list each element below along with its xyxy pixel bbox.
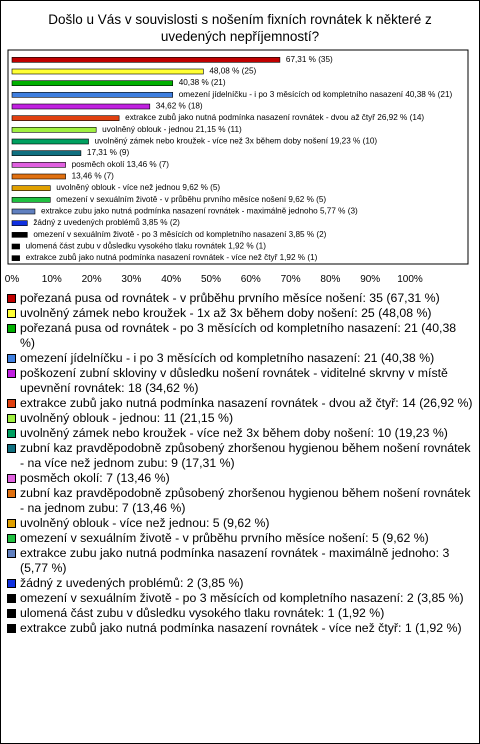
x-tick-label: 60% — [240, 274, 261, 285]
x-tick-label: 80% — [320, 274, 341, 285]
legend-swatch — [7, 309, 16, 318]
x-tick-label: 40% — [161, 274, 182, 285]
chart-title: Došlo u Vás v souvislosti s nošením fixních rovnátek k některé z uvedených nepříjemností? — [48, 12, 432, 44]
legend-label: ulomená část zubu v důsledku vysokého tlaku rovnátek: 1 (1,92 %) — [20, 606, 385, 620]
x-tick-label: 50% — [200, 274, 222, 285]
bar-label: 17,31 % (9) — [86, 148, 130, 158]
bar — [12, 221, 27, 226]
legend-label: poškození zubní skloviny v důsledku nošení rovnátek - viditelné skrvny v místě upevnění rovnátek: 18 (34,62 %) — [20, 366, 448, 395]
bar — [12, 81, 173, 86]
bar-label: posměch okolí 13,46 % (7) — [71, 159, 169, 169]
x-tick-label: 100% — [397, 274, 423, 285]
legend-swatch — [7, 414, 16, 423]
bar — [12, 232, 27, 237]
bar — [12, 104, 150, 109]
legend-swatch — [7, 519, 16, 528]
legend-swatch — [7, 534, 16, 543]
legend-swatch — [7, 609, 16, 618]
legend-item — [6, 366, 474, 396]
legend-item — [6, 621, 474, 636]
bar — [12, 92, 173, 97]
legend-item — [6, 426, 474, 441]
bar-label: uvolněný oblouk - více než jednou 9,62 % (5) — [56, 183, 221, 193]
legend-label: uvolněný oblouk - jednou: 11 (21,15 %) — [20, 411, 234, 425]
bar — [12, 186, 50, 191]
bar-label: 13,46 % (7) — [71, 171, 114, 181]
bar — [12, 209, 35, 214]
legend-label: extrakce zubů jako nutná podmínka nasazení rovnátek - více než čtyř: 1 (1,92 %) — [20, 621, 462, 635]
legend-swatch — [7, 594, 16, 603]
legend-swatch — [7, 324, 16, 333]
legend-item — [6, 516, 474, 531]
bar — [12, 69, 203, 74]
legend-swatch — [7, 294, 16, 303]
bar-label: extrakce zubu jako nutná podmínka nasazení rovnátek - maximálně jednoho 5,77 % (3) — [40, 206, 358, 216]
bar — [12, 57, 280, 62]
legend-swatch — [7, 489, 16, 498]
legend-item — [6, 396, 474, 411]
legend-swatch — [7, 399, 16, 408]
legend-item — [6, 576, 474, 591]
x-tick-label: 30% — [121, 274, 142, 285]
bar — [12, 127, 96, 132]
x-tick-label: 90% — [360, 274, 381, 285]
legend-label: omezení jídelníčku - i po 3 měsících od kompletního nasazení: 21 (40,38 %) — [20, 351, 435, 365]
bar-label: omezení jídelníčku - i po 3 měsících od kompletního nasazení 40,38 % (21) — [178, 89, 453, 99]
x-tick-label: 70% — [280, 274, 301, 285]
legend-label: pořezaná pusa od rovnátek - v průběhu prvního měsíce nošení: 35 (67,31 %) — [20, 291, 440, 305]
legend-label: uvolněný zámek nebo kroužek - 1x až 3x během doby nošení: 25 (48,08 %) — [20, 306, 432, 320]
legend-swatch — [7, 624, 16, 633]
bar-label: uvolněný oblouk - jednou 21,15 % (11) — [102, 124, 242, 134]
bar-label: extrakce zubů jako nutná podmínka nasazení rovnátek - dvou až čtyř 26,92 % (14) — [125, 113, 425, 123]
legend-swatch — [7, 474, 16, 483]
legend-label: omezení v sexuálním životě - po 3 měsících od kompletního nasazení: 2 (3,85 %) — [20, 591, 464, 605]
legend-item — [6, 591, 474, 606]
bar-label: 67,31 % (35) — [285, 54, 333, 64]
legend-item — [6, 351, 474, 366]
bar-label: uvolněný zámek nebo kroužek - více než 3x během doby nošení 19,23 % (10) — [94, 136, 378, 146]
bar-chart — [0, 0, 480, 290]
legend-swatch — [7, 369, 16, 378]
bar-label: žádný z uvedených problémů 3,85 % (2) — [33, 218, 180, 228]
bar-label: omezení v sexuálním životě - po 3 měsících od kompletního nasazení 3,85 % (2) — [33, 229, 327, 239]
legend-label: zubní kaz pravděpodobně způsobený zhoršenou hygienou během nošení rovnátek - na více než jednom zubu: 9 (17,31 %) — [20, 441, 471, 470]
bar — [12, 139, 89, 144]
legend-item — [6, 321, 474, 351]
bar — [12, 162, 66, 167]
x-tick-label: 0% — [4, 274, 20, 285]
legend-swatch — [7, 549, 16, 558]
bar — [12, 174, 66, 179]
legend-label: pořezaná pusa od rovnátek - po 3 měsících od kompletního nasazení: 21 (40,38 %) — [20, 321, 457, 350]
legend-item — [6, 531, 474, 546]
x-tick-label: 10% — [41, 274, 62, 285]
bar-label: extrakce zubů jako nutná podmínka nasazení rovnátek - více než čtyř 1,92 % (1) — [25, 253, 318, 263]
legend-swatch — [7, 579, 16, 588]
bar — [12, 256, 20, 261]
legend-label: zubní kaz pravděpodobně způsobený zhoršenou hygienou během nošení rovnátek - na jednom zubu: 7 (13,46 %) — [20, 486, 471, 515]
chart-legend — [6, 291, 474, 636]
legend-item — [6, 411, 474, 426]
legend-item — [6, 441, 474, 471]
bar-label: ulomená část zubu v důsledku vysokého tlaku rovnátek 1,92 % (1) — [25, 241, 266, 251]
legend-label: uvolněný zámek nebo kroužek - více než 3x během doby nošení: 10 (19,23 %) — [20, 426, 448, 440]
legend-label: omezení v sexuálním životě - v průběhu prvního měsíce nošení: 5 (9,62 %) — [20, 531, 429, 545]
legend-label: posměch okolí: 7 (13,46 %) — [20, 471, 170, 485]
legend-item — [6, 546, 474, 576]
bar-label: 40,38 % (21) — [178, 78, 226, 88]
x-tick-label: 20% — [81, 274, 102, 285]
legend-swatch — [7, 429, 16, 438]
legend-item — [6, 486, 474, 516]
legend-item — [6, 471, 474, 486]
bar — [12, 151, 81, 156]
bar — [12, 244, 20, 249]
bar — [12, 116, 119, 121]
legend-item — [6, 606, 474, 621]
legend-label: extrakce zubu jako nutná podmínka nasazení rovnátek - maximálně jednoho: 3 (5,77 %) — [20, 546, 450, 575]
legend-item — [6, 306, 474, 321]
legend-label: extrakce zubů jako nutná podmínka nasazení rovnátek - dvou až čtyř: 14 (26,92 %) — [20, 396, 473, 410]
legend-swatch — [7, 444, 16, 453]
bar-label: 34,62 % (18) — [155, 101, 203, 111]
bar-label: 48,08 % (25) — [209, 66, 257, 76]
legend-label: žádný z uvedených problémů: 2 (3,85 %) — [20, 576, 244, 590]
bar-label: omezení v sexuálním životě - v průběhu prvního měsíce nošení 9,62 % (5) — [56, 194, 327, 204]
legend-label: uvolněný oblouk - více než jednou: 5 (9,62 %) — [20, 516, 270, 530]
legend-swatch — [7, 354, 16, 363]
bar — [12, 197, 50, 202]
legend-item — [6, 291, 474, 306]
